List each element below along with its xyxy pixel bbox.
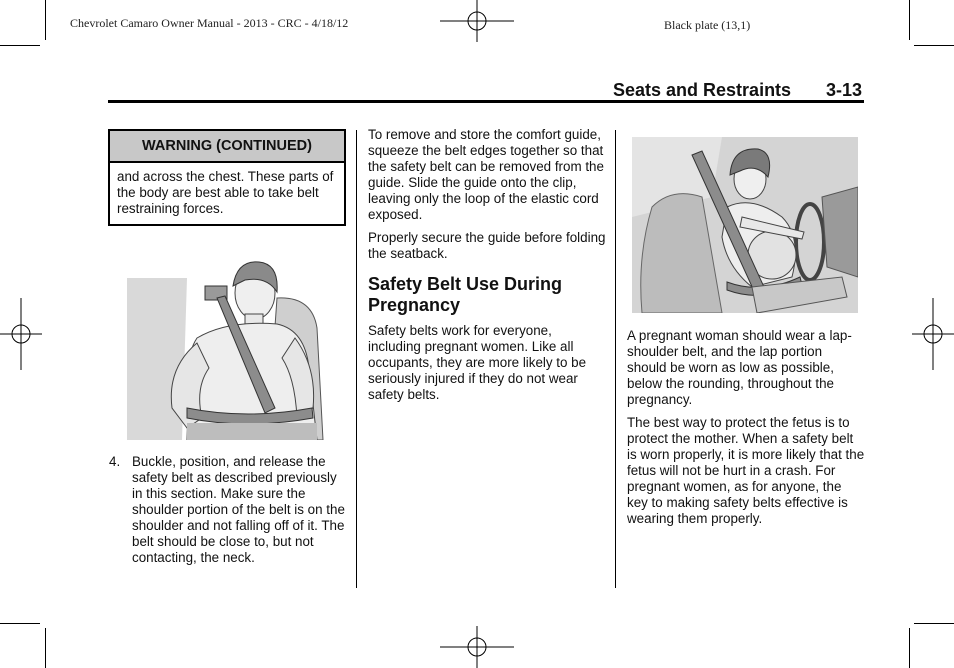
registration-mark-top [440, 0, 514, 42]
column-2 [368, 127, 606, 410]
column-3 [627, 328, 865, 534]
warning-title: WARNING (CONTINUED) [110, 131, 344, 163]
crop-mark [909, 628, 910, 668]
crop-mark [914, 45, 954, 46]
paragraph: Safety belts work for everyone, including pregnant women. Like all occupants, they are more likely to be seriously injured if they do not wear safety belts. [368, 323, 587, 402]
section-heading: Safety Belt Use During Pregnancy [368, 274, 563, 315]
paragraph: A pregnant woman should wear a lap-shoulder belt, and the lap portion should be worn as low as possible, below the rounding, throughout the pregnancy. [627, 328, 852, 407]
section-title: Seats and Restraints [613, 80, 792, 100]
paragraph: The best way to protect the fetus is to protect the mother. When a safety belt is worn properly, it is more likely that the fetus will not be hurt in a crash. For pregnant women, as for anyone, the key to making safety belts effective is wearing them properly. [627, 415, 865, 526]
step-4 [109, 454, 347, 566]
crop-mark [909, 0, 910, 40]
warning-box [108, 129, 346, 226]
page-number: 3-13 [826, 80, 863, 100]
crop-mark [914, 623, 954, 624]
column-divider [615, 130, 616, 588]
crop-mark [0, 45, 40, 46]
document-meta: Chevrolet Camaro Owner Manual - 2013 - CRC - 4/18/12 [70, 16, 349, 30]
registration-mark-left [0, 298, 42, 370]
step-text: Buckle, position, and release the safety belt as described previously in this section. Make sure the shoulder portion of the belt is on the shoulder and not falling off of it. The belt should be close to, but not contacting, the neck. [132, 454, 345, 565]
crop-mark [0, 623, 40, 624]
crop-mark [45, 628, 46, 668]
header-rule [108, 100, 864, 103]
warning-text: and across the chest. These parts of the body are best able to take belt restraining forces. [117, 169, 334, 216]
crop-mark [45, 0, 46, 40]
column-divider [356, 130, 357, 588]
step-number: 4. [109, 454, 121, 469]
paragraph: Properly secure the guide before folding the seatback. [368, 230, 606, 261]
seatbelt-illustration [127, 258, 325, 440]
registration-mark-bottom [440, 626, 514, 668]
paragraph: To remove and store the comfort guide, squeeze the belt edges together so that the safety belt can be removed from the guide. Slide the guide onto the clip, leaving only the loop of the elastic cord exposed. [368, 127, 604, 222]
plate-info: Black plate (13,1) [664, 18, 751, 32]
registration-mark-right [912, 298, 954, 370]
pregnant-woman-illustration [632, 137, 858, 313]
